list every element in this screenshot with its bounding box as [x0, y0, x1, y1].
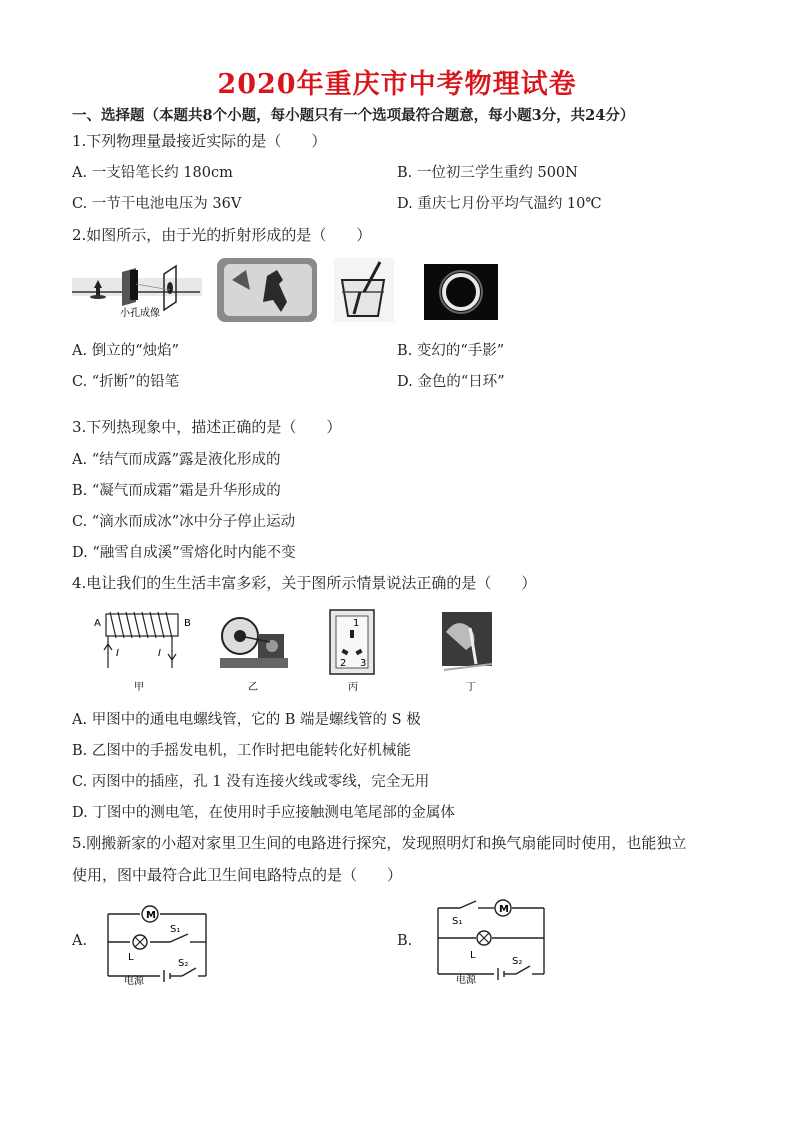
current-label-right: I	[158, 648, 161, 659]
pinhole-caption: 小孔成像	[120, 308, 160, 319]
q5-option-a-label: A.	[72, 933, 88, 949]
q5-stem-line1: 5.刚搬新家的小超对家里卫生间的电路进行探究，发现照明灯和换气扇能同时使用，也能独立	[72, 834, 687, 852]
socket-hole-2: 2	[340, 658, 347, 669]
socket-hole-3: 3	[360, 658, 367, 669]
solar-ring-figure	[424, 264, 498, 320]
q1-stem: 1.下列物理量最接近实际的是（ ）	[72, 132, 327, 150]
pinhole-figure	[72, 266, 202, 319]
switch-s2-label-a: S₂	[178, 958, 189, 969]
q2-stem: 2.如图所示，由于光的折射形成的是（ ）	[72, 226, 372, 244]
q4-figure-strip	[72, 604, 502, 696]
solenoid-figure	[94, 612, 191, 693]
lamp-label-b: L	[470, 950, 476, 961]
socket-figure	[330, 610, 374, 693]
q2-option-a: A. 倒立的“烛焰”	[72, 343, 180, 359]
lamp-label-a: L	[128, 952, 134, 963]
socket-hole-1: 1	[353, 618, 360, 629]
label-jia: 甲	[134, 682, 144, 693]
q3-option-c: C. “滴水而成冰”冰中分子停止运动	[72, 514, 296, 530]
q1-option-a: A. 一支铅笔长约 180cm	[72, 165, 233, 181]
q2-figure-strip	[72, 256, 502, 324]
q3-option-d: D. “融雪自成溪”雪熔化时内能不变	[72, 545, 296, 561]
q1-option-d: D. 重庆七月份平均气温约 10℃	[397, 196, 602, 212]
label-yi: 乙	[248, 682, 258, 693]
q4-option-b: B. 乙图中的手摇发电机，工作时把电能转化好机械能	[72, 743, 411, 759]
hand-generator-figure	[220, 618, 288, 693]
section-header: 一、选择题（本题共8个小题，每小题只有一个选项最符合题意，每小题3分，共24分）	[72, 107, 635, 124]
motor-symbol-b: M	[499, 904, 509, 915]
test-pen-figure	[442, 612, 492, 693]
bent-pencil-figure	[334, 258, 394, 322]
hand-shadow-figure	[217, 258, 317, 322]
source-label-b: 电源	[456, 975, 476, 986]
switch-s2-label-b: S₂	[512, 956, 523, 967]
q4-option-d: D. 丁图中的测电笔，在使用时手应接触测电笔尾部的金属体	[72, 805, 455, 821]
q4-option-c: C. 丙图中的插座，孔 1 没有连接火线或零线，完全无用	[72, 774, 430, 790]
page-title: 2020年重庆市中考物理试卷	[217, 69, 577, 100]
q5-stem-line2: 使用，图中最符合此卫生间电路特点的是（ ）	[72, 866, 403, 884]
circuit-a-diagram	[98, 900, 218, 986]
switch-s1-label-b: S₁	[452, 916, 463, 927]
q1-option-b: B. 一位初三学生重约 500N	[397, 165, 578, 181]
q1-option-c: C. 一节干电池电压为 36V	[72, 196, 242, 212]
q2-option-c: C. “折断”的铅笔	[72, 374, 180, 390]
q3-option-a: A. “结气而成露”露是液化形成的	[72, 452, 281, 468]
q4-stem: 4.电让我们的生生活丰富多彩，关于图所示情景说法正确的是（ ）	[72, 574, 537, 592]
switch-s1-label-a: S₁	[170, 924, 181, 935]
source-label-a: 电源	[124, 976, 144, 986]
label-ding: 丁	[466, 682, 476, 693]
q3-option-b: B. “凝气而成霜”霜是升华形成的	[72, 483, 281, 499]
solenoid-end-a: A	[94, 618, 101, 629]
label-bing: 丙	[348, 682, 358, 693]
q4-option-a: A. 甲图中的通电电螺线管，它的 B 端是螺线管的 S 极	[72, 712, 421, 728]
current-label-left: I	[116, 648, 119, 659]
solenoid-end-b: B	[184, 618, 191, 629]
q2-option-d: D. 金色的“日环”	[397, 374, 505, 390]
q2-option-b: B. 变幻的“手影”	[397, 343, 505, 359]
motor-symbol-a: M	[146, 910, 156, 921]
q3-stem: 3.下列热现象中，描述正确的是（ ）	[72, 418, 342, 436]
q5-option-b-label: B.	[397, 933, 413, 949]
circuit-b-diagram	[430, 896, 554, 986]
